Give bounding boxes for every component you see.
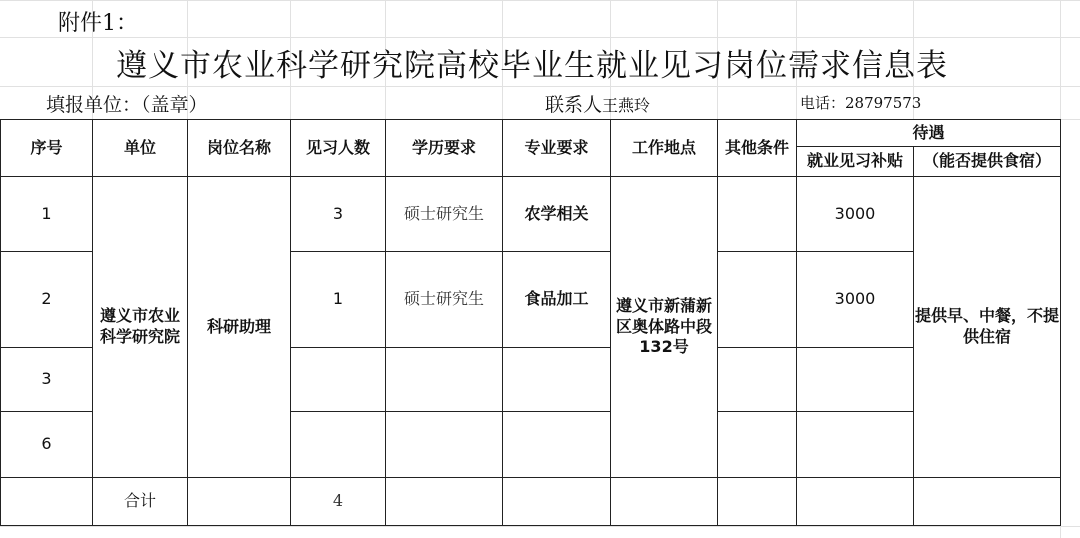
- phone-number: 电话：28797573: [800, 94, 922, 112]
- total-other-cell: [718, 478, 797, 526]
- row-count: [291, 412, 386, 478]
- row-major: [503, 348, 611, 412]
- page-title: 遵义市农业科学研究院高校毕业生就业见习岗位需求信息表: [116, 48, 948, 84]
- row-count: 1: [291, 252, 386, 348]
- header-location: 工作地点: [611, 120, 718, 177]
- row-other: [718, 348, 797, 412]
- total-row: [1, 478, 1061, 526]
- total-position-cell: [188, 478, 291, 526]
- header-subsidy: 就业见习补贴: [797, 147, 914, 177]
- row-other: [718, 252, 797, 348]
- row-education: [386, 412, 503, 478]
- header-position: 岗位名称: [188, 120, 291, 177]
- row-count: 3: [291, 177, 386, 252]
- header-other: 其他条件: [718, 120, 797, 177]
- row-education: [386, 348, 503, 412]
- row-education: 硕士研究生: [386, 177, 503, 252]
- row-subsidy: 3000: [797, 252, 914, 348]
- total-label: 合计: [93, 478, 188, 526]
- row-subsidy: [797, 412, 914, 478]
- total-education-cell: [386, 478, 503, 526]
- table-row: [1, 177, 1061, 252]
- row-seq: 2: [1, 252, 93, 348]
- header-major: 专业要求: [503, 120, 611, 177]
- row-subsidy: 3000: [797, 177, 914, 252]
- header-row: [1, 120, 1061, 147]
- row-seq: 3: [1, 348, 93, 412]
- header-treatment: 待遇: [797, 120, 1061, 147]
- unit-cell: 遵义市农业科学研究院: [93, 177, 188, 478]
- row-other: [718, 177, 797, 252]
- total-subsidy-cell: [797, 478, 914, 526]
- row-other: [718, 412, 797, 478]
- demand-table: [0, 119, 1061, 526]
- contact-person: [545, 90, 650, 117]
- header-meal: （能否提供食宿）: [914, 147, 1061, 177]
- header-seq: 序号: [1, 120, 93, 177]
- position-cell: 科研助理: [188, 177, 291, 478]
- attachment-label: 附件1：: [58, 11, 138, 36]
- total-major-cell: [503, 478, 611, 526]
- location-cell: 遵义市新蒲新区奥体路中段132号: [611, 177, 718, 478]
- row-count: [291, 348, 386, 412]
- header-education: 学历要求: [386, 120, 503, 177]
- total-seq-cell: [1, 478, 93, 526]
- meal-cell: 提供早、中餐，不提供住宿: [914, 177, 1061, 478]
- header-count: 见习人数: [291, 120, 386, 177]
- row-major: 食品加工: [503, 252, 611, 348]
- contact-name: 王燕玲: [602, 96, 651, 115]
- contact-label: 联系人: [545, 94, 603, 116]
- total-count: 4: [291, 478, 386, 526]
- total-meal-cell: [914, 478, 1061, 526]
- row-seq: 6: [1, 412, 93, 478]
- filler-unit-label: 填报单位：（盖章）: [46, 94, 208, 116]
- header-unit: 单位: [93, 120, 188, 177]
- row-subsidy: [797, 348, 914, 412]
- total-location-cell: [611, 478, 718, 526]
- row-education: 硕士研究生: [386, 252, 503, 348]
- row-seq: 1: [1, 177, 93, 252]
- row-major: [503, 412, 611, 478]
- row-major: 农学相关: [503, 177, 611, 252]
